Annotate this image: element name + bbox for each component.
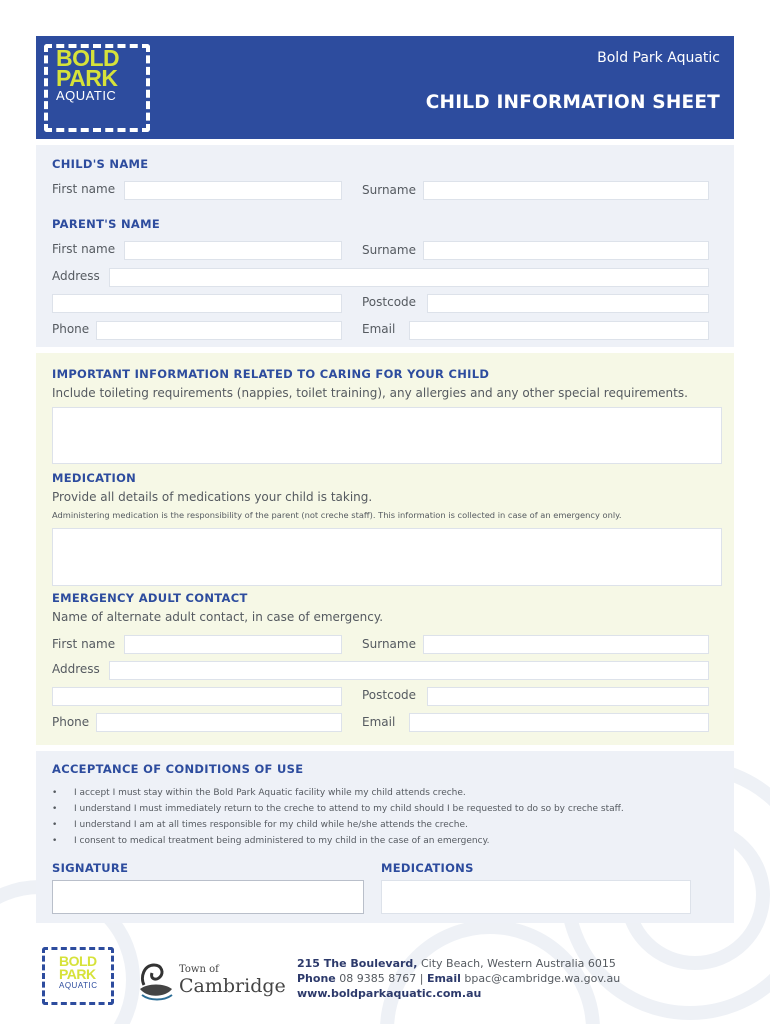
parent-name-heading: PARENT'S NAME (52, 217, 160, 231)
swan-icon (136, 955, 176, 1003)
medications-field[interactable] (381, 880, 691, 914)
child-first-name-label: First name (52, 182, 116, 196)
cambridge-label: Cambridge (179, 975, 286, 997)
parent-phone-label: Phone (52, 322, 90, 336)
contact-details (297, 956, 620, 1001)
emergency-first-name-label: First name (52, 637, 116, 651)
town-of-label: Town of (179, 964, 219, 975)
condition-item: • I understand I am at all times responsible for my child while he/she attends the creche. (52, 817, 624, 833)
logo-line-bold: BOLD (56, 45, 120, 71)
emergency-address-label: Address (52, 662, 100, 676)
phone-label: Phone (297, 972, 336, 985)
footer-bold-park-logo (42, 947, 114, 1005)
address-line (297, 956, 620, 971)
website-line (297, 986, 620, 1001)
conditions-list (52, 785, 624, 849)
parent-surname-field[interactable] (423, 241, 709, 260)
parent-surname-label: Surname (362, 243, 416, 257)
parent-email-label: Email (362, 322, 396, 336)
parent-first-name-field[interactable] (124, 241, 342, 260)
footer-logo-line-bold: BOLD (59, 953, 97, 969)
care-section (36, 353, 734, 745)
page-title: CHILD INFORMATION SHEET (425, 92, 720, 113)
logo-line-park: PARK (56, 65, 118, 91)
acceptance-heading: ACCEPTANCE OF CONDITIONS OF USE (52, 762, 304, 776)
emergency-description: Name of alternate adult contact, in case of emergency. (52, 610, 384, 624)
acceptance-section (36, 751, 734, 923)
child-name-heading: CHILD'S NAME (52, 157, 149, 171)
emergency-heading: EMERGENCY ADULT CONTACT (52, 591, 248, 605)
care-description: Include toileting requirements (nappies, toilet training), any allergies and any other special requirements. (52, 386, 688, 400)
phone-email-line (297, 971, 620, 986)
email-label: Email (426, 972, 461, 985)
details-section (36, 145, 734, 347)
signature-field[interactable] (52, 880, 364, 914)
medication-heading: MEDICATION (52, 471, 137, 485)
condition-item: • I accept I must stay within the Bold Park Aquatic facility while my child attends creche. (52, 785, 624, 801)
parent-phone-field[interactable] (96, 321, 342, 340)
phone-value: 08 9385 8767 | (335, 972, 427, 985)
header-banner (36, 36, 734, 139)
emergency-surname-field[interactable] (423, 635, 709, 654)
medications-heading: MEDICATIONS (381, 861, 474, 875)
signature-heading: SIGNATURE (52, 861, 129, 875)
emergency-postcode-label: Postcode (362, 688, 417, 702)
parent-address-line2-field[interactable] (52, 294, 342, 313)
medication-details-field[interactable] (52, 528, 722, 586)
parent-address-label: Address (52, 269, 100, 283)
emergency-address-line2-field[interactable] (52, 687, 342, 706)
org-name: Bold Park Aquatic (597, 50, 720, 66)
condition-item: • I understand I must immediately return to the creche to attend to my child should I be requested to do so by creche staff. (52, 801, 624, 817)
emergency-email-field[interactable] (409, 713, 709, 732)
emergency-phone-label: Phone (52, 715, 90, 729)
emergency-surname-label: Surname (362, 637, 416, 651)
parent-postcode-label: Postcode (362, 295, 417, 309)
parent-postcode-field[interactable] (427, 294, 709, 313)
medication-description: Provide all details of medications your child is taking. (52, 490, 373, 504)
child-surname-field[interactable] (423, 181, 709, 200)
condition-item: • I consent to medical treatment being administered to my child in the case of an emergency. (52, 833, 624, 849)
child-surname-label: Surname (362, 183, 416, 197)
care-requirements-field[interactable] (52, 407, 722, 464)
email-value[interactable]: bpac@cambridge.wa.gov.au (460, 972, 621, 985)
town-of-cambridge-logo (136, 955, 286, 1003)
logo-line-aquatic: AQUATIC (56, 88, 117, 103)
parent-email-field[interactable] (409, 321, 709, 340)
child-first-name-field[interactable] (124, 181, 342, 200)
emergency-phone-field[interactable] (96, 713, 342, 732)
website-link[interactable]: www.boldparkaquatic.com.au (297, 987, 482, 1000)
emergency-postcode-field[interactable] (427, 687, 709, 706)
emergency-address-field[interactable] (109, 661, 709, 680)
address-street: 215 The Boulevard, (297, 957, 418, 970)
footer-logo-line-park: PARK (59, 966, 96, 982)
medication-note: Administering medication is the responsibility of the parent (not creche staff). This information is collected in case of an emergency only. (52, 510, 622, 520)
footer-logo-line-aquatic: AQUATIC (59, 981, 98, 990)
care-heading: IMPORTANT INFORMATION RELATED TO CARING FOR YOUR CHILD (52, 367, 490, 381)
parent-address-field[interactable] (109, 268, 709, 287)
parent-first-name-label: First name (52, 242, 116, 256)
bold-park-logo (56, 45, 136, 104)
emergency-email-label: Email (362, 715, 396, 729)
emergency-first-name-field[interactable] (124, 635, 342, 654)
address-rest: City Beach, Western Australia 6015 (417, 957, 616, 970)
